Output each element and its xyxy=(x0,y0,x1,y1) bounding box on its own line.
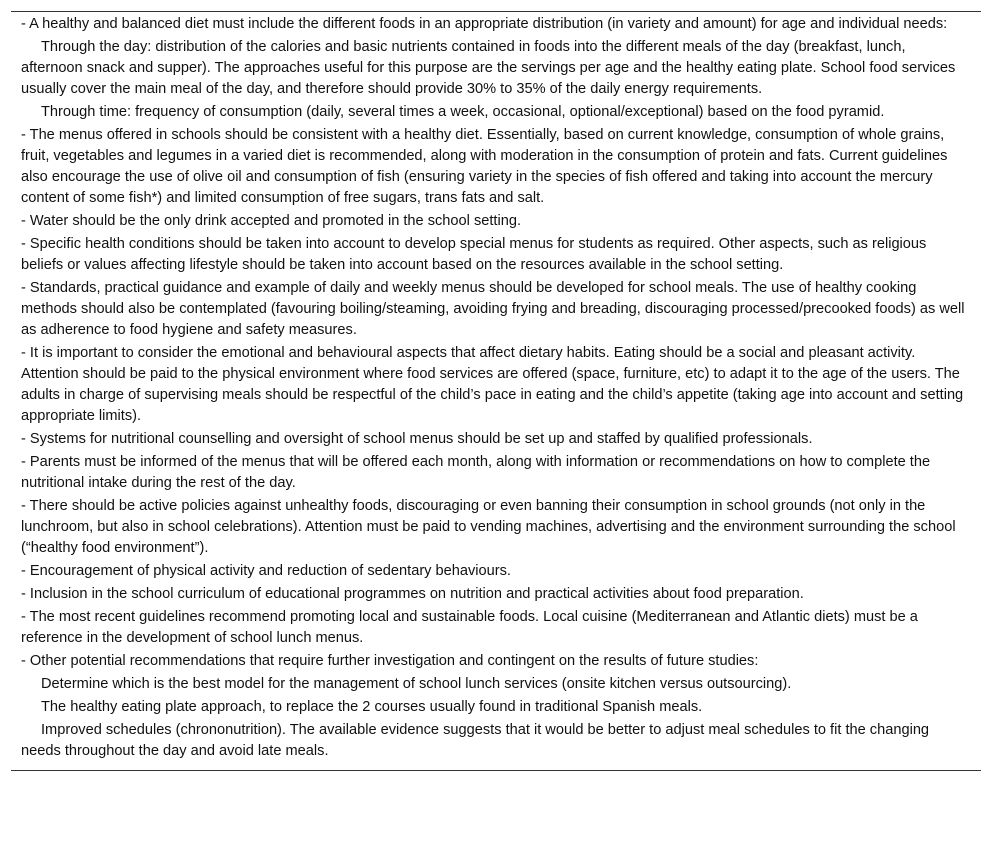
recommendations-table xyxy=(11,11,981,771)
subitem-healthy-eating-plate: The healthy eating plate approach, to replace the 2 courses usually found in traditional Spanish meals. xyxy=(41,699,703,715)
item-school-curriculum: - Inclusion in the school curriculum of educational programmes on nutrition and practical activities about food preparation. xyxy=(21,586,804,602)
item-other-recommendations: - Other potential recommendations that require further investigation and contingent on the results of future studies: xyxy=(21,653,759,669)
item-local-sustainable-foods: - The most recent guidelines recommend promoting local and sustainable foods. Local cuisine (Mediterranean and Atlantic diets) must be a reference in the development of school lunch menus. xyxy=(21,609,918,646)
item-unhealthy-food-policies: - There should be active policies against unhealthy foods, discouraging or even banning their consumption in school grounds (not only in the lunchroom, but also in school celebrations). Attention must be paid to vending machines, advertising and the environment surrounding the school (“healthy food environment”). xyxy=(21,498,956,556)
subitem-through-the-day: Through the day: distribution of the calories and basic nutrients contained in foods into the different meals of the day (breakfast, lunch, afternoon snack and supper). The approaches useful for this purpose are the servings per age and the healthy eating plate. School food services usually cover the main meal of the day, and therefore should provide 30% to 35% of the daily energy requirements. xyxy=(21,39,956,97)
item-special-menus: - Specific health conditions should be taken into account to develop special menus for students as required. Other aspects, such as religious beliefs or values affecting lifestyle should be taken into account based on the resources available in the school setting. xyxy=(21,236,927,273)
subitem-improved-schedules: Improved schedules (chrononutrition). The available evidence suggests that it would be better to adjust meal schedules to fit the changing needs throughout the day and avoid late meals. xyxy=(21,722,930,759)
item-standards-guidance: - Standards, practical guidance and example of daily and weekly menus should be developed for school meals. The use of healthy cooking methods should also be contemplated (favouring boiling/steaming, avoiding frying and breading, discouraging processed/precooked foods) as well as adherence to food hygiene and safety measures. xyxy=(21,280,965,338)
item-nutritional-counselling: - Systems for nutritional counselling and oversight of school menus should be set up and staffed by qualified professionals. xyxy=(21,431,813,447)
item-physical-activity: - Encouragement of physical activity and reduction of sedentary behaviours. xyxy=(21,563,511,579)
subitem-management-model: Determine which is the best model for the management of school lunch services (onsite kitchen versus outsourcing). xyxy=(41,676,792,692)
item-water: - Water should be the only drink accepted and promoted in the school setting. xyxy=(21,213,521,229)
item-school-menus: - The menus offered in schools should be consistent with a healthy diet. Essentially, based on current knowledge, consumption of whole grains, fruit, vegetables and legumes in a varied diet is recommended, along with moderation in the consumption of protein and fats. Current guidelines also encourage the use of olive oil and consumption of fish (ensuring variety in the species of fish offered and taking into account the mercury content of some fish*) and limited consumption of free sugars, trans fats and salt. xyxy=(21,127,948,206)
subitem-through-time: Through time: frequency of consumption (daily, several times a week, occasional, optional/exceptional) based on the food pyramid. xyxy=(41,104,885,120)
item-parents-informed: - Parents must be informed of the menus that will be offered each month, along with information or recommendations on how to complete the nutritional intake during the rest of the day. xyxy=(21,454,931,491)
item-emotional-aspects: - It is important to consider the emotional and behavioural aspects that affect dietary habits. Eating should be a social and pleasant activity. Attention should be paid to the physical environment where food services are offered (space, furniture, etc) to adapt it to the age of the users. The adults in charge of supervising meals should be respectful of the child’s pace in eating and the child’s appetite (taking age into account and setting appropriate limits). xyxy=(21,345,964,424)
item-healthy-balanced-diet: - A healthy and balanced diet must include the different foods in an appropriate distribution (in variety and amount) for age and individual needs: xyxy=(21,16,948,32)
